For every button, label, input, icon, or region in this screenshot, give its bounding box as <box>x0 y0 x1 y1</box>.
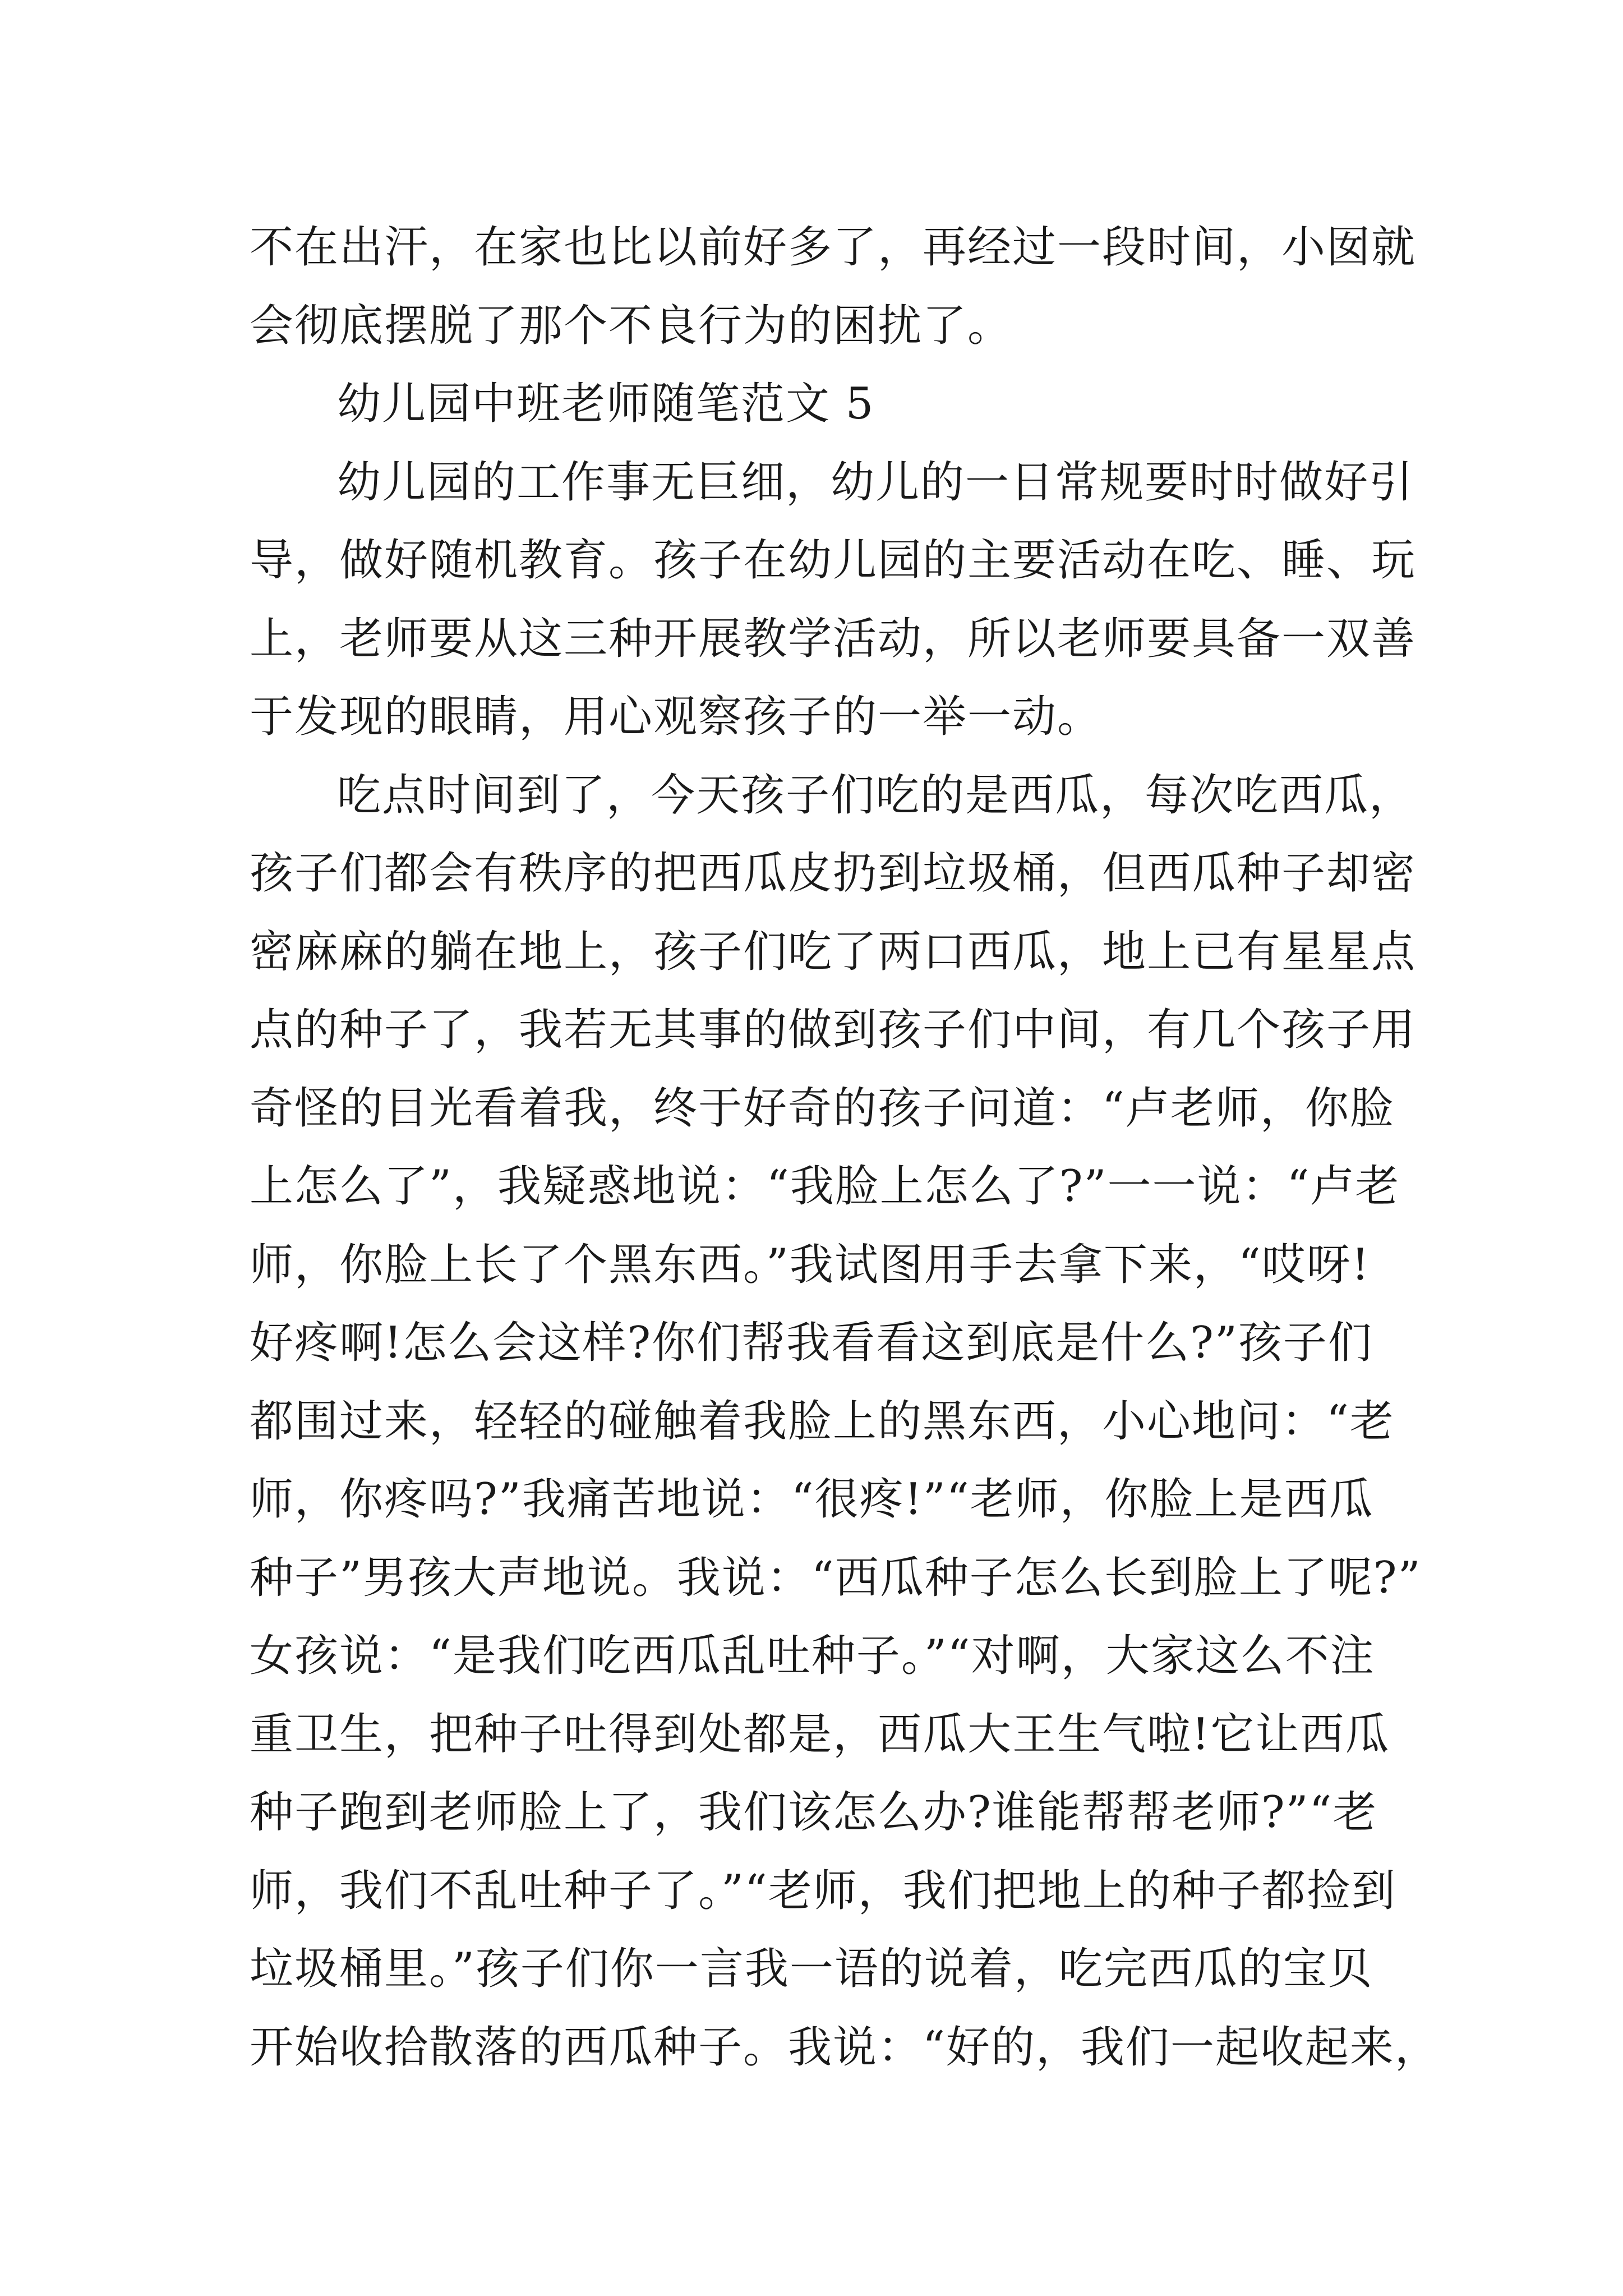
text-line: 都围过来，轻轻的碰触着我脸上的黑东西，小心地问：“老 <box>250 1396 1395 1447</box>
text-line: 好疼啊!怎么会这样?你们帮我看看这到底是什么?”孩子们 <box>250 1318 1373 1368</box>
text-line: 上，老师要从这三种开展教学活动，所以老师要具备一双善 <box>250 613 1417 664</box>
text-line: 种子”男孩大声地说。我说：“西瓜种子怎么长到脸上了呢?” <box>250 1552 1422 1603</box>
text-line: 上怎么了”，我疑惑地说：“我脸上怎么了?”一一说：“卢老 <box>250 1161 1400 1212</box>
text-line: 不在出汗，在家也比以前好多了，再经过一段时间，小囡就 <box>250 222 1417 273</box>
text-line: 幼儿园的工作事无巨细，幼儿的一日常规要时时做好引 <box>337 457 1414 508</box>
text-line: 吃点时间到了，今天孩子们吃的是西瓜，每次吃西瓜， <box>337 770 1414 821</box>
section-heading: 幼儿园中班老师随笔范文 5 <box>337 379 875 429</box>
text-line: 女孩说：“是我们吃西瓜乱吐种子。”“对啊，大家这么不注 <box>250 1631 1375 1681</box>
text-line: 奇怪的目光看着我，终于好奇的孩子问道：“卢老师，你脸 <box>250 1083 1395 1134</box>
text-line: 师，你脸上长了个黑东西。”我试图用手去拿下来，“哎呀! <box>250 1239 1371 1290</box>
text-line: 孩子们都会有秩序的把西瓜皮扔到垃圾桶，但西瓜种子却密 <box>250 848 1417 899</box>
text-line: 开始收拾散落的西瓜种子。我说：“好的，我们一起收起来， <box>250 2022 1440 2073</box>
text-line: 点的种子了，我若无其事的做到孩子们中间，有几个孩子用 <box>250 1005 1417 1055</box>
document-body <box>250 209 1440 2087</box>
text-line: 种子跑到老师脸上了，我们该怎么办?谁能帮帮老师?”“老 <box>250 1787 1378 1838</box>
text-line: 重卫生，把种子吐得到处都是，西瓜大王生气啦!它让西瓜 <box>250 1709 1390 1760</box>
text-line: 会彻底摆脱了那个不良行为的困扰了。 <box>250 300 1013 351</box>
text-line: 密麻麻的躺在地上，孩子们吃了两口西瓜，地上已有星星点 <box>250 926 1417 977</box>
text-line: 师，你疼吗?”我痛苦地说：“很疼!”“老师，你脸上是西瓜 <box>250 1474 1374 1525</box>
text-line: 师，我们不乱吐种子了。”“老师，我们把地上的种子都捡到 <box>250 1865 1396 1916</box>
text-line: 垃圾桶里。”孩子们你一言我一语的说着，吃完西瓜的宝贝 <box>250 1944 1373 1994</box>
text-line: 导，做好随机教育。孩子在幼儿园的主要活动在吃、睡、玩 <box>250 535 1417 586</box>
text-line: 于发现的眼睛，用心观察孩子的一举一动。 <box>250 692 1103 742</box>
